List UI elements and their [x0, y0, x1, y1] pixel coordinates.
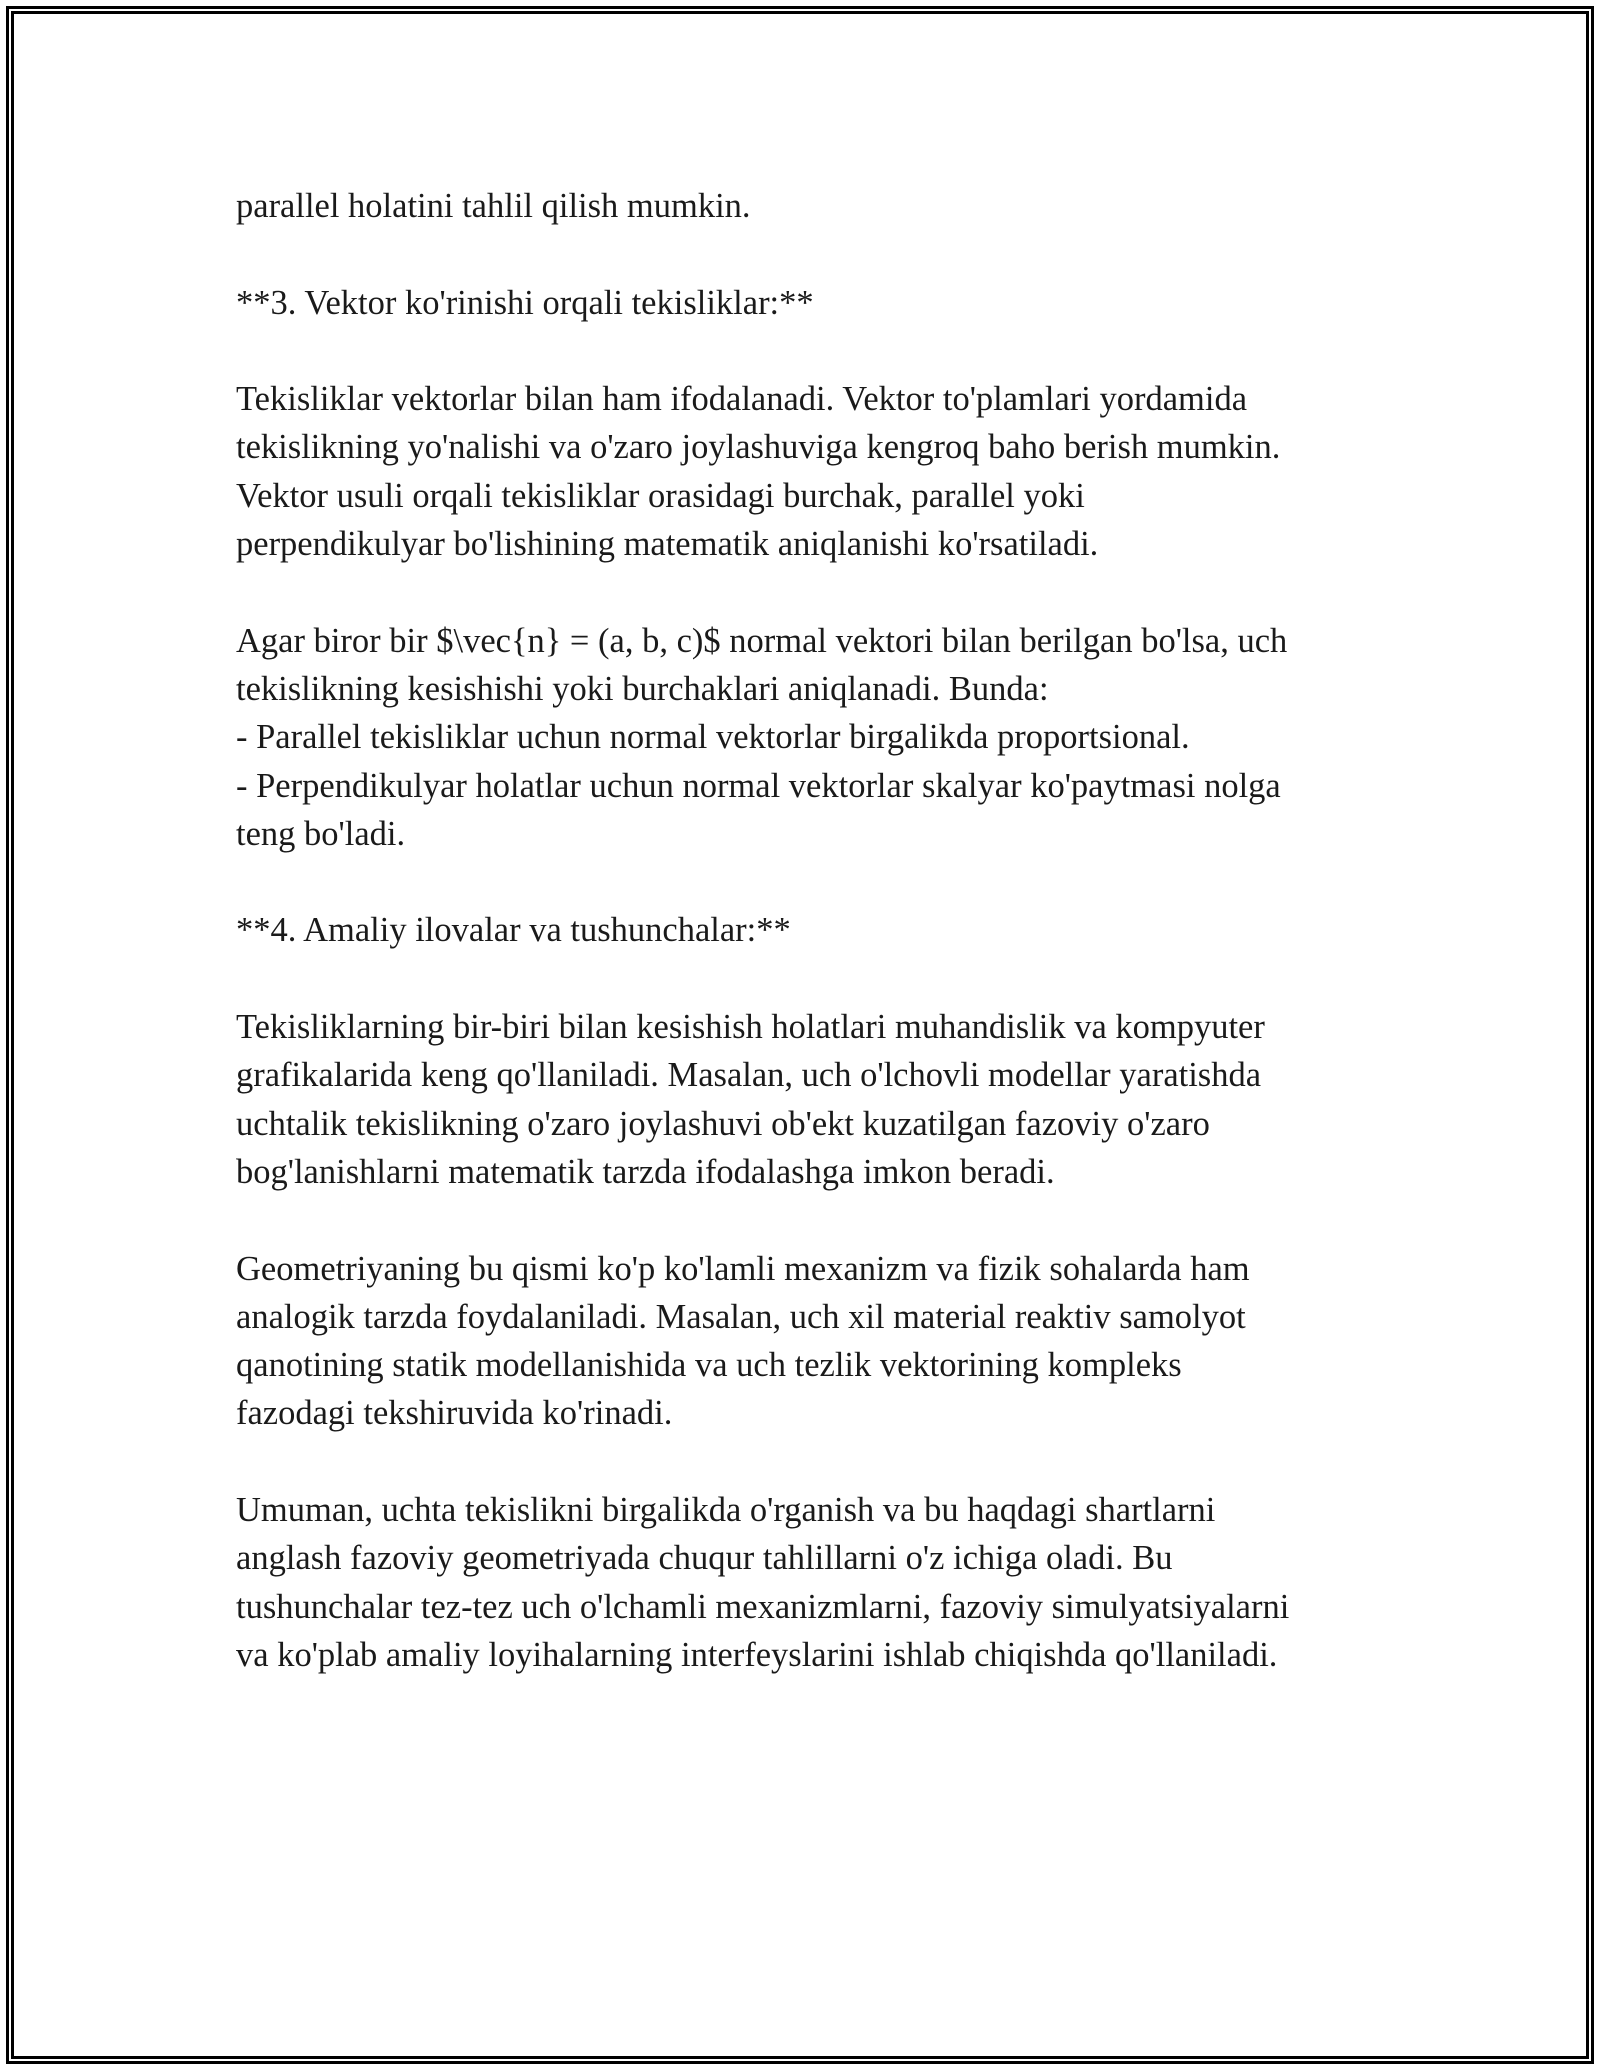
section-heading-4: **4. Amaliy ilovalar va tushunchalar:** [236, 911, 791, 950]
document-body [236, 182, 1376, 1679]
paragraph-applications: Tekisliklarning bir-biri bilan kesishish holatlari muhandislik va kompyuter grafikalarida keng qo'llaniladi. Masalan, uch o'lchovli modellar yaratishda uchtalik tekislikning o'zaro joylashuvi ob'ekt kuzatilgan fazoviy o'zaro bog'lanishlarni matematik tarzda ifodalashga imkon beradi. [236, 1008, 1265, 1191]
paragraph-continuation: parallel holatini tahlil qilish mumkin. [236, 187, 751, 225]
section-heading-3: **3. Vektor ko'rinishi orqali tekisliklar:** [236, 283, 814, 322]
paragraph-geometry-fields: Geometriyaning bu qismi ko'p ko'lamli mexanizm va fizik sohalarda ham analogik tarzda foydalaniladi. Masalan, uch xil material reaktiv samolyot qanotining statik modellanishida va uch tezlik vektorining kompleks fazodagi tekshiruvida ko'rinadi. [236, 1249, 1250, 1433]
paragraph-normal-vector: Agar biror bir $\vec{n} = (a, b, c)$ normal vektori bilan berilgan bo'lsa, uch tekislikning kesishishi yoki burchaklari aniqlanadi. Bunda: - Parallel tekisliklar uchun normal vektorlar birgalikda proportsional. - Perpendikulyar holatlar uchun normal vektorlar skalyar ko'paytmasi nolga teng bo'ladi. [236, 621, 1288, 853]
paragraph-vector-representation: Tekisliklar vektorlar bilan ham ifodalanadi. Vektor to'plamlari yordamida tekislikning yo'nalishi va o'zaro joylashuviga kengroq baho berish mumkin. Vektor usuli orqali tekisliklar orasidagi burchak, parallel yoki perpendikulyar bo'lishining matematik aniqlanishi ko'rsatiladi. [236, 380, 1281, 564]
paragraph-conclusion: Umuman, uchta tekislikni birgalikda o'rganish va bu haqdagi shartlarni anglash fazoviy geometriyada chuqur tahlillarni o'z ichiga oladi. Bu tushunchalar tez-tez uch o'lchamli mexanizmlarni, fazoviy simulyatsiyalarni va ko'plab amaliy loyihalarning interfeyslarini ishlab chiqishda qo'llaniladi. [236, 1491, 1290, 1674]
